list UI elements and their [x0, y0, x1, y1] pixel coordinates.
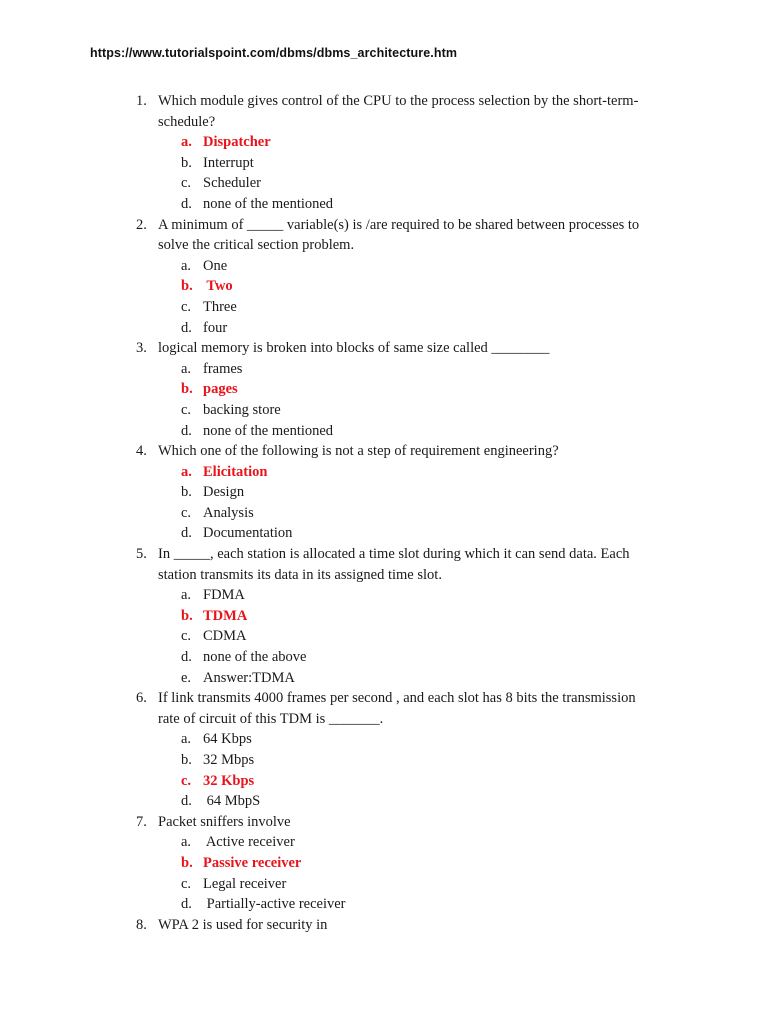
option-text: none of the mentioned	[203, 422, 334, 439]
answer-option	[0, 894, 768, 915]
option-text: 32 Mbps	[203, 752, 255, 768]
option-text: Design	[203, 484, 245, 501]
option-letter: a.	[181, 257, 192, 274]
answer-option	[0, 832, 768, 853]
answer-option	[0, 359, 768, 380]
question-number: 4.	[136, 443, 147, 460]
option-letter: d.	[181, 793, 192, 810]
question-item	[0, 91, 768, 215]
option-letter: c.	[181, 298, 192, 315]
option-letter: b.	[181, 752, 192, 768]
answer-option	[0, 668, 768, 689]
option-text: Legal receiver	[203, 875, 287, 892]
answer-option	[0, 297, 768, 318]
answer-option	[0, 194, 768, 215]
option-letter: c.	[181, 628, 192, 645]
question-text: Which one of the following is not a step of requirement engineering?	[158, 443, 559, 460]
question-text: solve the critical section problem.	[158, 237, 355, 254]
option-text: CDMA	[203, 628, 247, 645]
answer-option	[0, 750, 768, 771]
question-line	[0, 441, 768, 462]
question-text: logical memory is broken into blocks of same size called ________	[158, 340, 550, 357]
question-text: In _____, each station is allocated a time slot during which it can send data. Each	[158, 546, 630, 563]
option-letter: a.	[181, 134, 192, 151]
answer-option	[0, 318, 768, 339]
option-letter: d.	[181, 422, 192, 439]
option-letter: a.	[181, 360, 192, 377]
question-line	[0, 709, 768, 730]
answer-option-correct	[0, 771, 768, 792]
question-item	[0, 441, 768, 544]
question-item	[0, 915, 768, 936]
option-letter: a.	[181, 587, 192, 604]
answer-option	[0, 647, 768, 668]
option-letter: b.	[181, 278, 193, 295]
answer-option	[0, 421, 768, 442]
option-letter: d.	[181, 525, 192, 542]
option-letter: b.	[181, 607, 193, 624]
question-item	[0, 215, 768, 339]
answer-option	[0, 173, 768, 194]
option-text: Passive receiver	[203, 854, 302, 871]
question-text: Packet sniffers involve	[158, 813, 291, 830]
option-text: Two	[203, 278, 233, 295]
option-text: none of the above	[203, 649, 307, 666]
option-letter: d.	[181, 896, 192, 913]
option-letter: b.	[181, 154, 192, 171]
answer-option	[0, 791, 768, 812]
option-text: none of the mentioned	[203, 195, 334, 212]
question-line	[0, 915, 768, 936]
option-text: TDMA	[203, 607, 248, 624]
answer-option	[0, 153, 768, 174]
option-letter: c.	[181, 772, 192, 789]
option-text: Analysis	[203, 504, 254, 521]
option-text: 64 Kbps	[203, 731, 252, 748]
answer-option-correct	[0, 276, 768, 297]
option-letter: a.	[181, 834, 192, 851]
option-text: 64 MbpS	[203, 793, 261, 810]
answer-option	[0, 503, 768, 524]
source-url: https://www.tutorialspoint.com/dbms/dbms_architecture.htm	[90, 46, 458, 60]
option-letter: c.	[181, 175, 192, 192]
question-line	[0, 235, 768, 256]
answer-option	[0, 256, 768, 277]
question-text: station transmits its data in its assigned time slot.	[158, 566, 442, 583]
question-item	[0, 544, 768, 688]
question-number: 2.	[136, 216, 147, 233]
answer-option	[0, 523, 768, 544]
option-letter: e.	[181, 669, 192, 686]
option-text: frames	[203, 360, 243, 377]
option-text: Scheduler	[203, 175, 261, 192]
answer-option-correct	[0, 853, 768, 874]
answer-option	[0, 626, 768, 647]
question-text: Which module gives control of the CPU to the process selection by the short-term-	[158, 93, 639, 109]
option-letter: b.	[181, 381, 193, 398]
option-letter: c.	[181, 875, 192, 892]
question-line	[0, 565, 768, 586]
option-letter: b.	[181, 854, 193, 871]
option-letter: d.	[181, 195, 192, 212]
answer-option-correct	[0, 462, 768, 483]
question-list	[0, 91, 768, 935]
question-text: schedule?	[158, 113, 216, 130]
option-letter: c.	[181, 504, 192, 521]
question-line	[0, 338, 768, 359]
answer-option	[0, 874, 768, 895]
question-text: A minimum of _____ variable(s) is /are required to be shared between processes to	[158, 216, 640, 233]
answer-option	[0, 729, 768, 750]
option-text: 32 Kbps	[203, 772, 255, 789]
option-text: Answer:TDMA	[203, 669, 295, 686]
question-line	[0, 688, 768, 709]
option-letter: a.	[181, 463, 192, 480]
question-text: If link transmits 4000 frames per second , and each slot has 8 bits the transmission	[158, 690, 636, 707]
option-text: FDMA	[203, 587, 245, 604]
option-letter: b.	[181, 484, 192, 501]
question-number: 8.	[136, 916, 147, 933]
question-number: 5.	[136, 546, 147, 563]
option-text: Active receiver	[203, 834, 295, 851]
option-text: Interrupt	[203, 154, 254, 171]
option-text: Partially-active receiver	[203, 896, 346, 913]
answer-option	[0, 400, 768, 421]
question-line	[0, 91, 768, 112]
option-text: four	[203, 319, 228, 336]
answer-option-correct	[0, 132, 768, 153]
option-text: Three	[203, 298, 237, 315]
option-text: backing store	[203, 401, 281, 418]
question-line	[0, 544, 768, 565]
answer-option-correct	[0, 379, 768, 400]
question-item	[0, 812, 768, 915]
question-item	[0, 338, 768, 441]
answer-option	[0, 482, 768, 503]
option-text: Elicitation	[203, 463, 268, 480]
option-letter: a.	[181, 731, 192, 748]
question-line	[0, 812, 768, 833]
question-line	[0, 215, 768, 236]
question-text: rate of circuit of this TDM is _______.	[158, 710, 384, 727]
option-text: One	[203, 257, 228, 274]
option-letter: d.	[181, 319, 192, 336]
option-text: Documentation	[203, 525, 293, 542]
question-text: WPA 2 is used for security in	[158, 916, 328, 933]
question-number: 1.	[136, 93, 147, 109]
option-text: Dispatcher	[203, 134, 271, 151]
question-number: 3.	[136, 340, 147, 357]
question-number: 6.	[136, 690, 147, 707]
answer-option-correct	[0, 606, 768, 627]
answer-option	[0, 585, 768, 606]
option-text: pages	[203, 381, 238, 398]
question-item	[0, 688, 768, 812]
question-line	[0, 112, 768, 133]
option-letter: d.	[181, 649, 192, 666]
question-number: 7.	[136, 813, 147, 830]
option-letter: c.	[181, 401, 192, 418]
